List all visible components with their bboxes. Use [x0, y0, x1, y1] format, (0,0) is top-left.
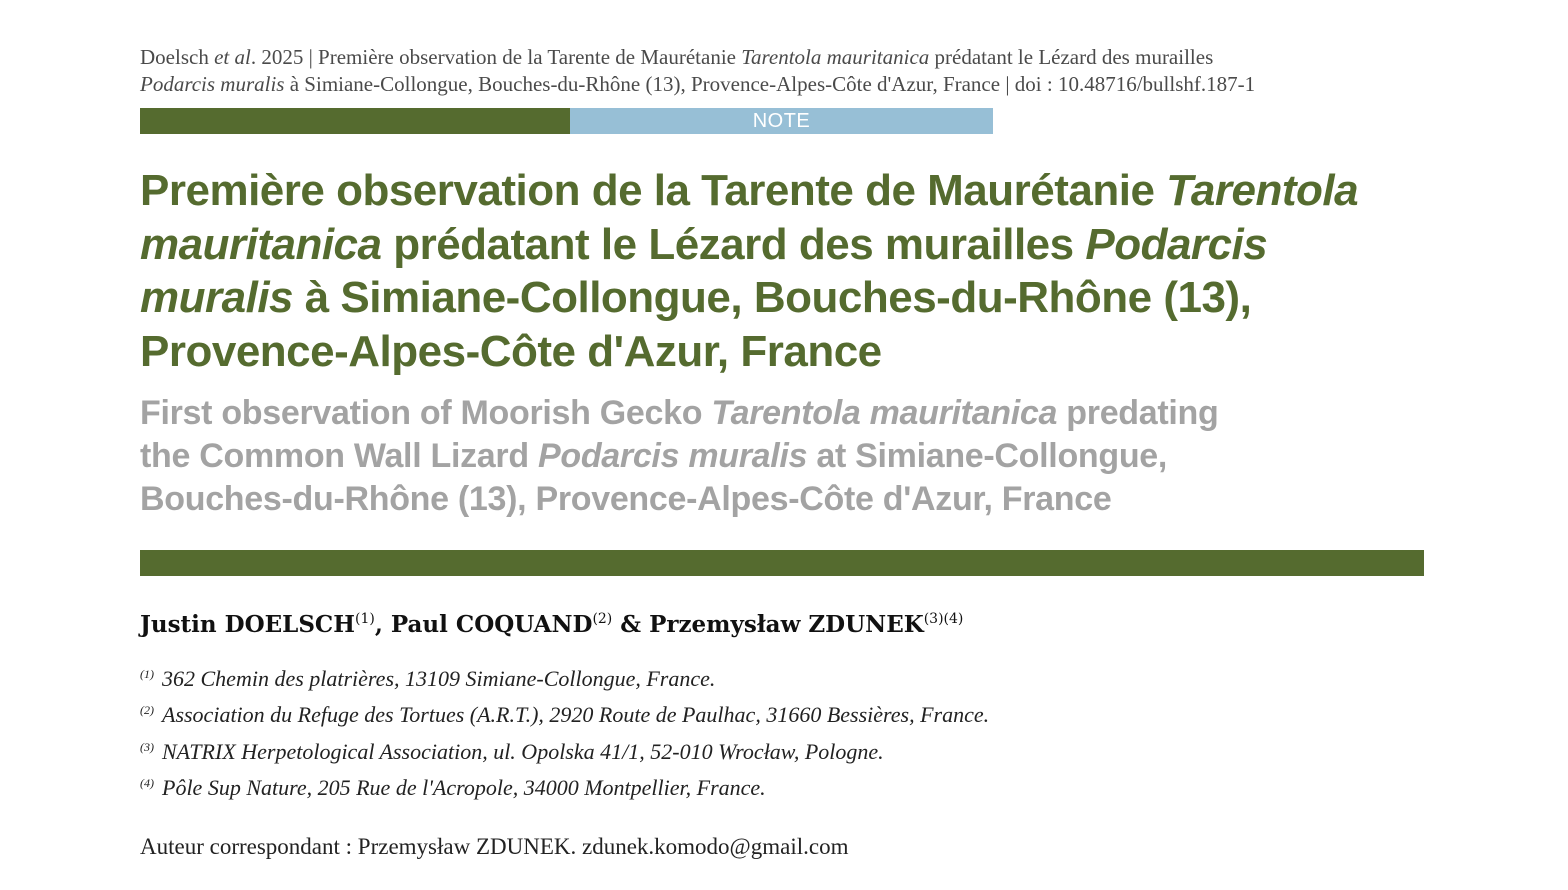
author-name: Przemysław ZDUNEK — [649, 611, 924, 638]
author-separator: , — [374, 611, 391, 638]
title-en-species: Podarcis muralis — [537, 437, 808, 475]
affiliation-mark: (3) — [140, 740, 154, 754]
author-affiliation-mark: (3)(4) — [923, 611, 964, 627]
affiliation-mark: (4) — [140, 776, 154, 790]
title-fr-line-4: Provence-Alpes-Côte d'Azur, France — [140, 326, 882, 376]
affiliation-mark: (1) — [140, 667, 154, 681]
section-label: NOTE — [570, 108, 993, 134]
title-en-species: Tarentola mauritanica — [711, 394, 1058, 432]
running-head-citation: . 2025 | Première observation de la Tarente de Maurétanie — [250, 45, 742, 69]
title-fr-species: Tarentola — [1166, 166, 1359, 215]
title-fr-line-3 — [140, 271, 1430, 325]
running-head-species-1: Tarentola mauritanica — [741, 45, 930, 69]
title-fr-species: mauritanica — [140, 219, 382, 269]
affiliation-3 — [140, 738, 884, 766]
affiliation-text: Pôle Sup Nature, 205 Rue de l'Acropole, 34000 Montpellier, France. — [162, 775, 766, 800]
title-en-text: predating — [1057, 394, 1219, 432]
affiliation-text: NATRIX Herpetological Association, ul. Opolska 41/1, 52-010 Wrocław, Pologne. — [162, 739, 884, 764]
title-french — [140, 164, 1430, 378]
running-head-line-2 — [140, 71, 1440, 98]
title-fr-line-2 — [140, 218, 1430, 272]
title-en-text: at Simiane-Collongue, — [807, 437, 1168, 475]
running-head-title-cont: prédatant le Lézard des murailles — [929, 45, 1214, 69]
affiliation-4 — [140, 774, 766, 802]
affiliation-text: 362 Chemin des platrières, 13109 Simiane-Collongue, France. — [162, 666, 716, 691]
title-fr-line-1 — [140, 164, 1430, 218]
title-en-line-3: Bouches-du-Rhône (13), Provence-Alpes-Côte d'Azur, France — [140, 480, 1112, 518]
affiliation-1 — [140, 665, 715, 693]
title-fr-species: Podarcis — [1085, 219, 1268, 269]
affiliation-2 — [140, 701, 989, 729]
author-list — [140, 608, 963, 642]
running-head-author: Doelsch — [140, 45, 215, 69]
title-fr-text: Première observation de la Tarente de Maurétanie — [140, 166, 1167, 215]
running-head-species-2: Podarcis muralis — [140, 72, 285, 96]
author-name: Paul COQUAND — [390, 611, 593, 638]
corresponding-author: Auteur correspondant : Przemysław ZDUNEK. zdunek.komodo@gmail.com — [140, 834, 849, 859]
section-band-green — [140, 108, 570, 134]
running-head-doi: à Simiane-Collongue, Bouches-du-Rhône (13), Provence-Alpes-Côte d'Azur, France | doi : 10.48716/bullshf.187-1 — [284, 72, 1256, 96]
section-band — [140, 108, 993, 134]
affiliation-mark: (2) — [140, 703, 154, 717]
title-en-text: First observation of Moorish Gecko — [140, 394, 712, 432]
author-affiliation-mark: (1) — [354, 611, 375, 627]
title-fr-text: prédatant le Lézard des murailles — [381, 219, 1086, 269]
author-name: Justin DOELSCH — [140, 611, 355, 638]
running-head-etal: et al — [214, 45, 251, 69]
title-fr-species: muralis — [140, 273, 294, 322]
title-en-line-2 — [140, 435, 1430, 478]
title-english — [140, 392, 1430, 521]
affiliation-text: Association du Refuge des Tortues (A.R.T.), 2920 Route de Paulhac, 31660 Bessières, France. — [162, 702, 990, 727]
title-en-text: the Common Wall Lizard — [140, 437, 538, 475]
running-head — [140, 44, 1440, 98]
title-fr-text: à Simiane-Collongue, Bouches-du-Rhône (13), — [293, 273, 1252, 322]
author-separator: & — [612, 611, 650, 638]
title-en-line-1 — [140, 392, 1430, 435]
author-affiliation-mark: (2) — [592, 611, 613, 627]
divider-bar — [140, 550, 1424, 576]
running-head-line-1 — [140, 44, 1440, 71]
